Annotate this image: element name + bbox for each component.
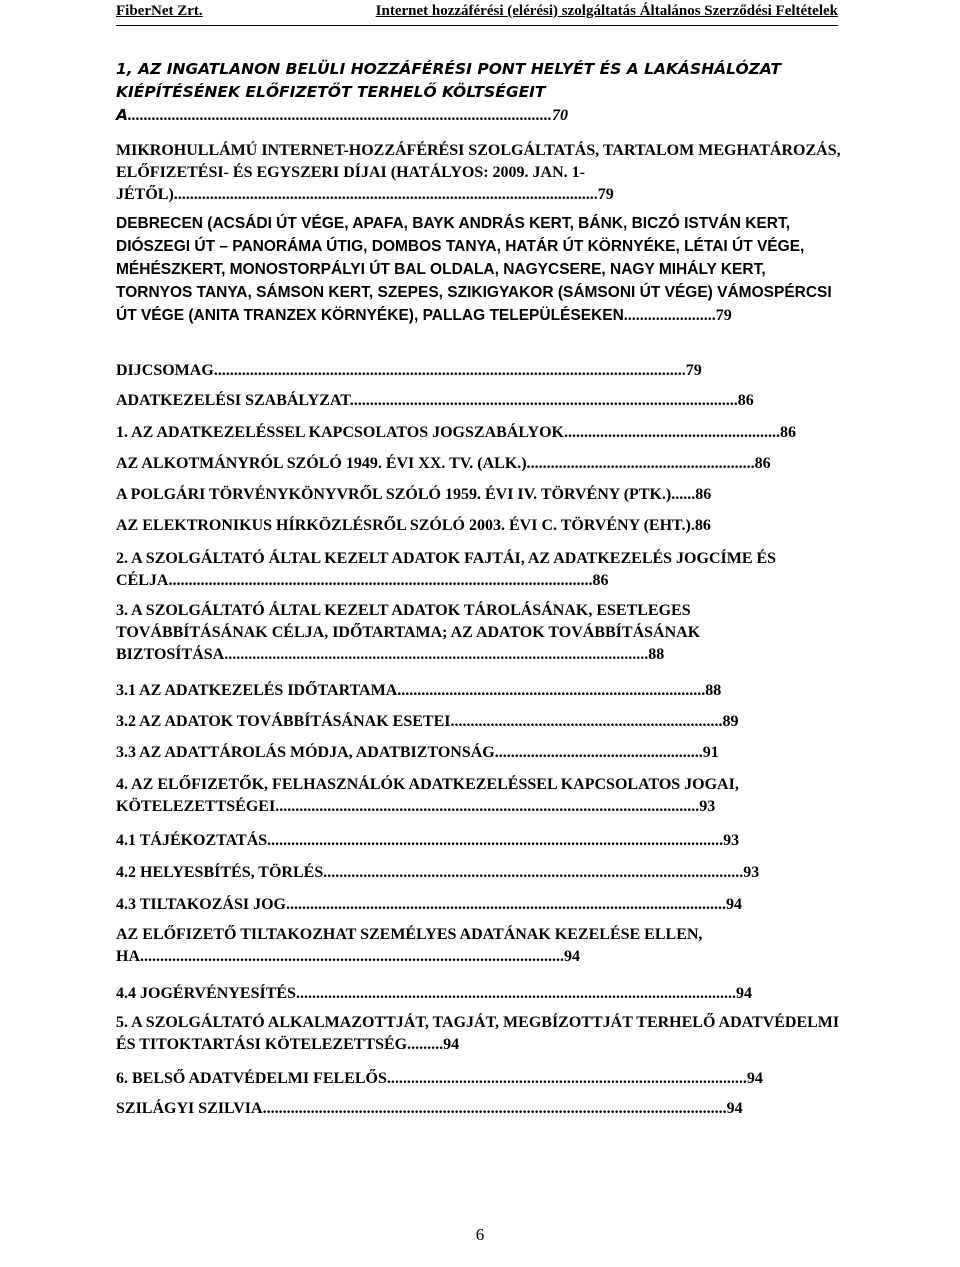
toc-entry-text: SZILÁGYI SZILVIA	[116, 1100, 263, 1117]
toc-page-number: 93	[743, 864, 760, 881]
toc-leader: .......................	[623, 307, 716, 324]
toc-leader: .	[690, 517, 695, 534]
toc-entry-text: 5. A SZOLGÁLTATÓ ALKALMAZOTTJÁT, TAGJÁT, MEGBÍZOTTJÁT TERHELŐ ADATVÉDELMI ÉS TITOKTARTÁSI KÖTELEZETTSÉG	[116, 1014, 840, 1053]
toc-entry-text: MIKROHULLÁMÚ INTERNET-HOZZÁFÉRÉSI SZOLGÁLTATÁS, TARTALOM MEGHATÁROZÁS, ELŐFIZETÉSI- ÉS EGYSZERI DÍJAI (HATÁLYOS: 2009. JAN. 1-JÉTŐL)	[116, 142, 841, 203]
toc-page-number: 86	[754, 455, 771, 472]
toc-leader: .............................................................................	[397, 682, 706, 699]
toc-leader: .........................................................	[526, 455, 755, 472]
toc-entry[interactable]	[116, 1068, 846, 1090]
toc-entry[interactable]	[116, 390, 846, 412]
toc-leader: ..............................................................................................................	[295, 985, 736, 1002]
toc-entry-text: 4.3 TILTAKOZÁSI JOG	[116, 896, 286, 913]
toc-entry[interactable]	[116, 515, 846, 537]
toc-page-number: 86	[737, 392, 754, 409]
toc-leader: ..................................................................................................................	[267, 832, 724, 849]
page-number: 6	[475, 1225, 485, 1244]
toc-entry[interactable]	[116, 484, 846, 506]
toc-leader: ....................................................................................................................	[262, 1100, 727, 1117]
toc-leader: ......................................................................................................................	[213, 362, 686, 379]
toc-entry-text: 1, AZ INGATLANON BELÜLI HOZZÁFÉRÉSI PONT HELYÉT ÉS A LAKÁSHÁLÓZAT KIÉPÍTÉSÉNEK ELŐFIZETŐT TERHELŐ KÖLTSÉGEIT A	[116, 60, 782, 124]
toc-entry-text: 3. A SZOLGÁLTATÓ ÁLTAL KEZELT ADATOK TÁROLÁSÁNAK, ESETLEGES TOVÁBBÍTÁSÁNAK CÉLJA, IDŐTARTAMA; AZ ADATOK TOVÁBBÍTÁSÁNAK BIZTOSÍTÁSA	[116, 602, 701, 663]
toc-entry-text: AZ ELEKTRONIKUS HÍRKÖZLÉSRŐL SZÓLÓ 2003. ÉVI C. TÖRVÉNY (EHT.)	[116, 517, 691, 534]
toc-entry-text: 6. BELSŐ ADATVÉDELMI FELELŐS	[116, 1070, 387, 1087]
toc-entry[interactable]	[116, 422, 846, 444]
toc-leader: ..........................................................................................................	[173, 186, 598, 203]
toc-leader: .................................................................................................	[349, 392, 738, 409]
toc-page-number: 94	[564, 948, 580, 965]
toc-entry-text: 4.4 JOGÉRVÉNYESÍTÉS	[116, 985, 296, 1002]
toc-entry-text: 4. AZ ELŐFIZETŐK, FELHASZNÁLÓK ADATKEZELÉSSEL KAPCSOLATOS JOGAI, KÖTELEZETTSÉGEI	[116, 776, 739, 815]
toc-entry[interactable]	[116, 600, 846, 666]
toc-entry-text: 4.2 HELYESBÍTÉS, TÖRLÉS	[116, 864, 324, 881]
toc-entry[interactable]	[116, 453, 846, 475]
toc-page-number: 94	[726, 1100, 743, 1117]
toc-entry-text: A POLGÁRI TÖRVÉNYKÖNYVRŐL SZÓLÓ 1959. ÉVI IV. TÖRVÉNY (PTK.)	[116, 486, 672, 503]
toc-entry[interactable]	[116, 548, 846, 592]
toc-page-number: 88	[705, 682, 722, 699]
toc-page-number: 86	[592, 572, 609, 589]
toc-entry-text: ADATKEZELÉSI SZABÁLYZAT	[116, 392, 350, 409]
toc-page-number: 94	[746, 1070, 763, 1087]
toc-entry[interactable]	[116, 830, 846, 852]
document-title: Internet hozzáférési (elérési) szolgáltatás Általános Szerződési Feltételek	[375, 3, 838, 19]
toc-entry[interactable]	[116, 774, 846, 818]
toc-page-number: 94	[443, 1036, 460, 1053]
company-name: FiberNet Zrt.	[116, 3, 203, 19]
toc-entry[interactable]	[116, 140, 846, 206]
toc-leader: ..........................................................................................................	[224, 646, 649, 663]
toc-entry[interactable]	[116, 711, 846, 733]
toc-leader: ..........................................................................................................	[168, 572, 593, 589]
toc-page-number: 94	[725, 896, 742, 913]
toc-entry[interactable]	[116, 1012, 846, 1056]
toc-entry[interactable]	[116, 1098, 846, 1120]
toc-entry[interactable]	[116, 360, 846, 382]
toc-page-number: 79	[597, 186, 614, 203]
toc-page-number: 79	[685, 362, 702, 379]
page-header	[116, 3, 838, 26]
toc-entry-text: 3.3 AZ ADATTÁROLÁS MÓDJA, ADATBIZTONSÁG	[116, 744, 495, 761]
toc-entry[interactable]	[116, 680, 846, 702]
toc-entry[interactable]	[116, 924, 846, 968]
toc-entry-text: DEBRECEN (ACSÁDI ÚT VÉGE, APAFA, BAYK ANDRÁS KERT, BÁNK, BICZÓ ISTVÁN KERT, DIÓSZEGI ÚT – PANORÁMA ÚTIG, DOMBOS TANYA, HATÁR ÚT KÖRNYÉKE, LÉTAI ÚT VÉGE, MÉHÉSZKERT, MONOSTORPÁLYI ÚT BAL OLDALA, NAGYCSERE, NAGY MIHÁLY KERT, TORNYOS TANYA, SÁMSON KERT, SZEPES, SZIKIGYAKOR (SÁMSONI ÚT VÉGE) VÁMOSPÉRCSI ÚT VÉGE (ANITA TRANZEX KÖRNYÉKE), PALLAG TELEPÜLÉSEKEN	[116, 215, 832, 324]
toc-entry-text: 1. AZ ADATKEZELÉSSEL KAPCSOLATOS JOGSZABÁLYOK	[116, 424, 564, 441]
toc-leader: ....................................................	[494, 744, 703, 761]
toc-entry[interactable]	[116, 983, 846, 1005]
toc-entry-text: 3.1 AZ ADATKEZELÉS IDŐTARTAMA	[116, 682, 398, 699]
toc-entry[interactable]	[116, 862, 846, 884]
toc-leader: .........	[407, 1036, 444, 1053]
toc-page-number: 93	[723, 832, 740, 849]
toc-leader: .........................................................................................................	[323, 864, 744, 881]
toc-leader: ......................................................	[564, 424, 780, 441]
toc-page-number: 91	[702, 744, 719, 761]
toc-leader: ....................................................................	[450, 713, 723, 730]
toc-entry[interactable]	[116, 58, 844, 127]
toc-leader: ..........................................................................................	[386, 1070, 747, 1087]
toc-leader: ..........................................................................................................	[140, 948, 564, 965]
toc-page-number: 79	[715, 307, 732, 324]
toc-entry[interactable]	[116, 742, 846, 764]
toc-page-number: 86	[780, 424, 796, 441]
toc-entry[interactable]	[116, 894, 846, 916]
toc-leader: ..............................................................................................................	[285, 896, 726, 913]
toc-entry-text: 2. A SZOLGÁLTATÓ ÁLTAL KEZELT ADATOK FAJTÁI, AZ ADATKEZELÉS JOGCÍME ÉS CÉLJA	[116, 550, 777, 589]
toc-page-number: 86	[695, 486, 712, 503]
toc-page-number: 88	[648, 646, 665, 663]
toc-page-number: 86	[694, 517, 711, 534]
toc-page-number: 89	[722, 713, 739, 730]
toc-entry[interactable]	[116, 212, 846, 327]
toc-entry-text: AZ ALKOTMÁNYRÓL SZÓLÓ 1949. ÉVI XX. TV. (ALK.)	[116, 455, 527, 472]
toc-leader: ..........................................................................................................	[275, 798, 700, 815]
toc-entry-text: 4.1 TÁJÉKOZTATÁS	[116, 832, 268, 849]
toc-leader: ......	[671, 486, 696, 503]
toc-entry-text: AZ ELŐFIZETŐ TILTAKOZHAT SZEMÉLYES ADATÁNAK KEZELÉSE ELLEN, HA	[116, 926, 703, 965]
toc-page-number: 93	[699, 798, 716, 815]
toc-entry-text: DIJCSOMAG	[116, 362, 214, 379]
toc-leader: ..........................................................................................................	[128, 107, 552, 124]
toc-page-number: 70	[552, 107, 568, 124]
table-of-contents	[116, 58, 844, 127]
toc-page-number: 94	[735, 985, 752, 1002]
toc-entry-text: 3.2 AZ ADATOK TOVÁBBÍTÁSÁNAK ESETEI	[116, 713, 451, 730]
